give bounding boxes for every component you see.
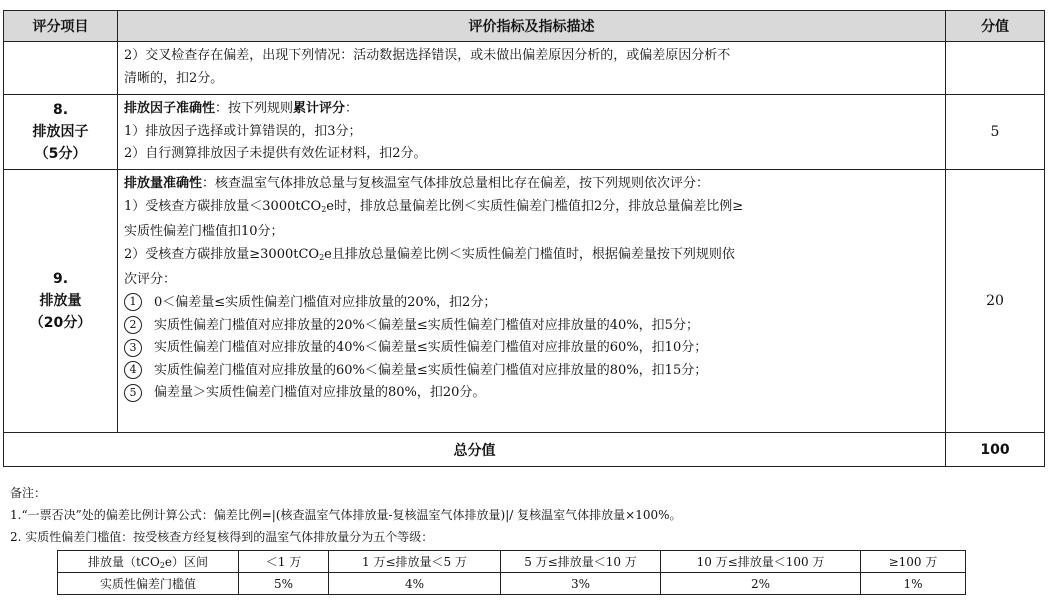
cont-description <box>118 42 946 95</box>
item-8-intro: ：按下列规则 <box>215 101 294 116</box>
list-item <box>124 315 939 338</box>
item-9-name: 排放量 <box>39 293 82 309</box>
item-9-rule-1-cont: 实质性偏差门槛值扣10分； <box>124 224 284 240</box>
threshold-cell: 3% <box>501 573 661 595</box>
item-8-rule-2: 2）自行测算排放因子未提供有效佐证材料，扣2分。 <box>124 146 427 162</box>
notes-heading: 备注： <box>10 486 47 500</box>
total-value: 100 <box>946 433 1045 467</box>
item-9-rule-1b: e时，排放总量偏差比例＜实质性偏差门槛值扣2分，排放总量偏差比例≥ <box>326 198 744 214</box>
item-9-rule-2 <box>124 244 939 270</box>
item-9-rule-1-sub: 2 <box>321 204 327 214</box>
header-item: 评分项目 <box>4 11 118 42</box>
list-item-text: 偏差量＞实质性偏差门槛值对应排放量的80%，扣20分。 <box>154 385 486 401</box>
header-score: 分值 <box>946 11 1045 42</box>
list-item-text: 实质性偏差门槛值对应排放量的60%＜偏差量≤实质性偏差门槛值对应排放量的80%，扣15分； <box>154 362 708 378</box>
header-description: 评价指标及指标描述 <box>118 11 946 42</box>
item-9-cell <box>4 170 118 433</box>
circled-number-icon: 2 <box>124 316 142 334</box>
item-9-rule-2-cont: 次评分： <box>124 272 177 288</box>
range-label-a: 排放量（tCO <box>87 555 160 569</box>
item-9-heading <box>124 173 939 196</box>
range-cell: ≥100 万 <box>861 551 966 573</box>
cont-line-2: 清晰的，扣2分。 <box>124 70 224 86</box>
threshold-cell: 1% <box>861 573 966 595</box>
threshold-cell: 4% <box>329 573 501 595</box>
range-cell: ＜1 万 <box>239 551 329 573</box>
list-item-text: 实质性偏差门槛值对应排放量的40%＜偏差量≤实质性偏差门槛值对应排放量的60%，扣10分； <box>154 340 708 356</box>
list-item <box>124 382 939 405</box>
note-2: 2. 实质性偏差门槛值：按受核查方经复核得到的温室气体排放量分为五个等级： <box>10 530 434 544</box>
list-item <box>124 360 939 383</box>
item-9-rule-2b: e且排放总量偏差比例＜实质性偏差门槛值时，根据偏差量按下列规则依 <box>324 246 735 262</box>
circled-number-icon: 1 <box>124 293 142 311</box>
range-cell: 1 万≤排放量＜5 万 <box>329 551 501 573</box>
item-9-title: 排放量准确性 <box>124 176 203 191</box>
item-8-number: 8. <box>52 102 69 118</box>
range-cell: 10 万≤排放量＜100 万 <box>661 551 861 573</box>
circled-number-icon: 3 <box>124 339 142 357</box>
list-item-text: 实质性偏差门槛值对应排放量的20%＜偏差量≤实质性偏差门槛值对应排放量的40%，扣5分； <box>154 317 699 333</box>
item-9-number: 9. <box>52 271 69 287</box>
threshold-range-row <box>58 551 966 573</box>
cont-item-cell <box>4 42 118 95</box>
table-row-9 <box>4 170 1045 433</box>
item-9-rule-1a: 1）受核查方碳排放量＜3000tCO <box>124 198 322 214</box>
item-9-rule-2-sub: 2 <box>319 252 325 262</box>
list-item <box>124 292 939 315</box>
threshold-table <box>57 550 966 595</box>
cont-score-cell <box>946 42 1045 95</box>
total-label: 总分值 <box>4 433 946 467</box>
item-8-points: （5分） <box>34 146 87 162</box>
table-row-continuation <box>4 42 1045 95</box>
evaluation-table <box>3 10 1045 467</box>
range-label-b: e）区间 <box>164 555 209 569</box>
item-9-rule-1 <box>124 196 939 222</box>
threshold-label: 实质性偏差门槛值 <box>58 573 239 595</box>
table-row-8 <box>4 95 1045 170</box>
item-8-score: 5 <box>946 95 1045 170</box>
threshold-cell: 2% <box>661 573 861 595</box>
threshold-value-row <box>58 573 966 595</box>
range-label <box>58 551 239 573</box>
note-1: 1.“一票否决”处的偏差比例计算公式：偏差比例=|(核查温室气体排放量-复核温室气体排放量)|/ 复核温室气体排放量×100%。 <box>10 508 682 522</box>
range-cell: 5 万≤排放量＜10 万 <box>501 551 661 573</box>
item-8-rule-1: 1）排放因子选择或计算错误的，扣3分； <box>124 123 362 139</box>
notes-section <box>10 482 1040 548</box>
item-9-rule-2a: 2）受核查方碳排放量≥3000tCO <box>124 246 320 262</box>
circled-number-icon: 4 <box>124 361 142 379</box>
item-9-description <box>118 170 946 433</box>
table-total-row <box>4 433 1045 467</box>
item-8-heading <box>124 98 939 121</box>
item-8-name: 排放因子 <box>32 124 89 140</box>
item-8-cell <box>4 95 118 170</box>
table-header-row <box>4 11 1045 42</box>
range-label-sub: 2 <box>159 561 165 570</box>
item-8-intro-end: ： <box>345 101 359 116</box>
circled-number-icon: 5 <box>124 384 142 402</box>
list-item-text: 0＜偏差量≤实质性偏差门槛值对应排放量的20%，扣2分； <box>154 294 497 310</box>
item-9-points: （20分） <box>29 315 92 331</box>
threshold-cell: 5% <box>239 573 329 595</box>
list-item <box>124 337 939 360</box>
item-8-title: 排放因子准确性 <box>124 101 216 116</box>
item-9-intro: ：核查温室气体排放总量与复核温室气体排放总量相比存在偏差，按下列规则依次评分： <box>202 176 710 191</box>
item-9-score: 20 <box>946 170 1045 433</box>
cont-line-1: 2）交叉检查存在偏差，出现下列情况：活动数据选择错误，或未做出偏差原因分析的，或偏差原因分析不 <box>124 48 731 63</box>
item-8-description <box>118 95 946 170</box>
item-8-intro-bold: 累计评分 <box>293 101 346 116</box>
